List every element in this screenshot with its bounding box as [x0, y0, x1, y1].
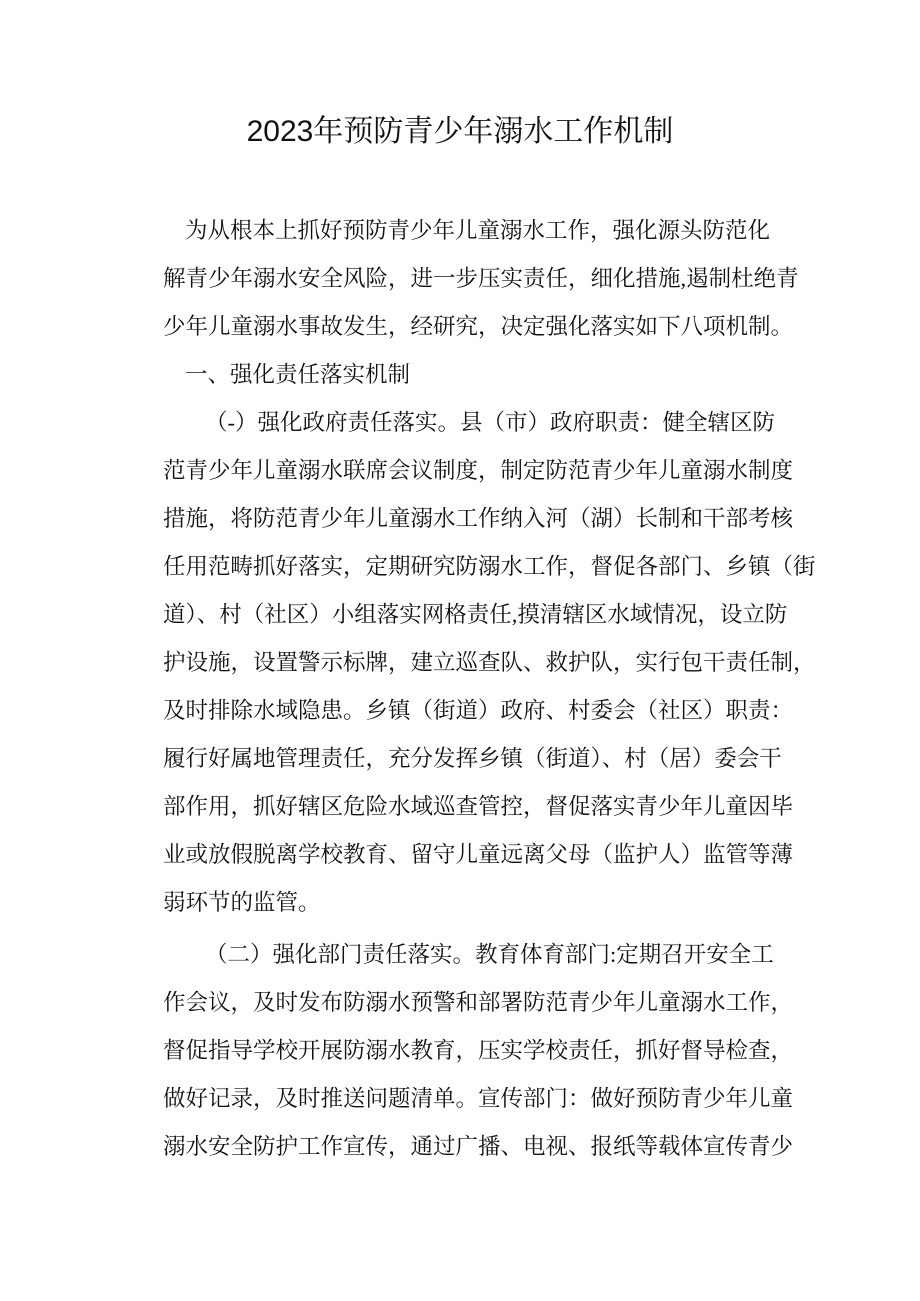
paragraph-line: 业或放假脱离学校教育、留守儿童远离父母（监护人）监管等薄 — [163, 842, 794, 867]
paragraph-line: 弱环节的监管。 — [163, 890, 321, 915]
paragraph-line: 少年儿童溺水事故发生，经研究，决定强化落实如下八项机制。 — [163, 314, 794, 339]
paragraph-line: 范青少年儿童溺水联席会议制度，制定防范青少年儿童溺水制度 — [163, 458, 794, 483]
paragraph-line: 做好记录，及时推送问题清单。宣传部门：做好预防青少年儿童 — [163, 1086, 794, 1111]
paragraph-line: 作会议，及时发布防溺水预警和部署防范青少年儿童溺水工作， — [163, 990, 794, 1015]
paragraph-line: 督促指导学校开展防溺水教育，压实学校责任，抓好督导检查， — [163, 1038, 794, 1063]
paragraph-line: 道）、村（社区）小组落实网格责任,摸清辖区水域情况，设立防 — [163, 602, 788, 627]
paragraph-line: 履行好属地管理责任，充分发挥乡镇（街道）、村（居）委会干 — [163, 746, 782, 771]
paragraph-line: （二）强化部门责任落实。教育体育部门:定期召开安全工 — [205, 942, 774, 967]
paragraph-line: 措施，将防范青少年儿童溺水工作纳入河（湖）长制和干部考核 — [163, 506, 794, 531]
paragraph-line: 护设施，设置警示标牌，建立巡查队、救护队，实行包干责任制， — [163, 650, 816, 675]
paragraph-line: 部作用，抓好辖区危险水域巡查管控，督促落实青少年儿童因毕 — [163, 794, 794, 819]
paragraph-line: 任用范畴抓好落实，定期研究防溺水工作，督促各部门、乡镇（街 — [163, 554, 816, 579]
paragraph-line: 解青少年溺水安全风险，进一步压实责任，细化措施,遏制杜绝青 — [163, 266, 799, 291]
paragraph-line: 溺水安全防护工作宣传，通过广播、电视、报纸等载体宣传青少 — [163, 1134, 794, 1159]
paragraph-line: （-）强化政府责任落实。县（市）政府职责：健全辖区防 — [205, 410, 775, 435]
document-title: 2023年预防青少年溺水工作机制 — [246, 115, 674, 148]
paragraph-line: 为从根本上抓好预防青少年儿童溺水工作，强化源头防范化 — [185, 218, 771, 243]
paragraph-line: 及时排除水域隐患。乡镇（街道）政府、村委会（社区）职责： — [163, 698, 794, 723]
section-heading: 一、强化责任落实机制 — [185, 362, 411, 387]
